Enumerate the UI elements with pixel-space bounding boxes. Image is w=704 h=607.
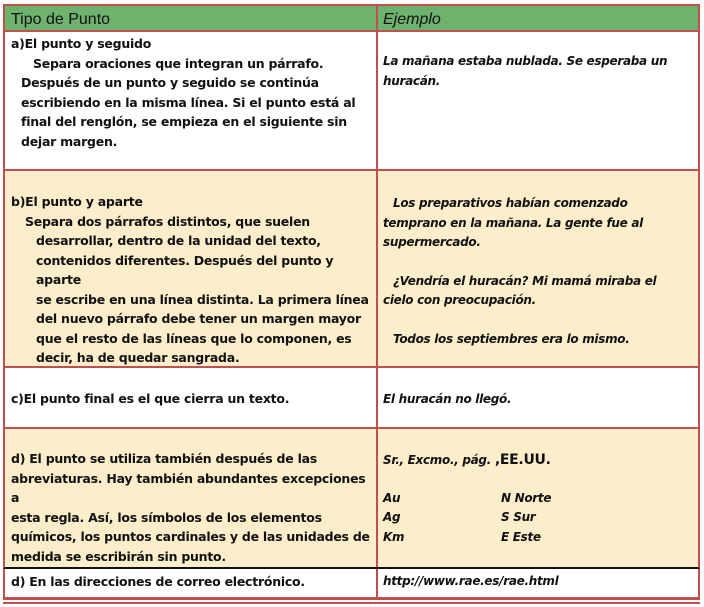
symbols-grid (383, 489, 698, 548)
table-bottom-border (3, 597, 700, 600)
rule-line: Separa dos párrafos distintos, que suelen (25, 213, 310, 229)
cardinal-point: S Sur (501, 510, 536, 524)
abbreviation-example (383, 451, 698, 471)
example-line: supermercado. (383, 235, 481, 249)
header-tipo-de-punto: Tipo de Punto (5, 6, 378, 30)
example-line: huracán. (383, 73, 441, 88)
example-line: temprano en la mañana. La gente fue al (383, 215, 643, 230)
rule-title: d) En las direcciones de correo electrónico. (11, 574, 305, 589)
table-row-punto-final (3, 368, 700, 429)
example-line: ¿Vendría el huracán? Mi mamá miraba el (393, 273, 657, 288)
rule-cell (5, 171, 378, 366)
cardinal-point: N Norte (501, 490, 552, 505)
example-url: http://www.rae.es/rae.html (383, 574, 559, 588)
rule-line: abreviaturas. Hay también abundantes excepciones a (11, 470, 366, 505)
rule-line: final del renglón, se empieza en el siguiente sin (21, 114, 347, 129)
table-header-row (3, 6, 700, 32)
rule-line: esta regla. Así, los símbolos de los elementos (11, 509, 322, 525)
rule-line: escribiendo en la misma línea. Si el punto está al (21, 94, 356, 110)
example-line: cielo con preocupación. (383, 293, 536, 307)
table-row-punto-aparte (3, 171, 700, 368)
table-row-punto-seguido (3, 32, 700, 171)
rule-line: Separa oraciones que integran un párrafo. (33, 55, 324, 71)
example-cell (378, 368, 698, 427)
unit-symbol: Km (383, 529, 405, 544)
example-line: El huracán no llegó. (383, 392, 512, 406)
rule-line: del nuevo párrafo debe tener un margen mayor (36, 311, 361, 326)
example-cell (378, 429, 698, 567)
table-bottom-border-outer (3, 602, 700, 604)
rule-cell (5, 569, 378, 597)
rule-cell (5, 429, 378, 567)
rule-line: contenidos diferentes. Después del punto y aparte (36, 252, 334, 287)
example-cell (378, 569, 698, 597)
cardinal-point: E Este (501, 529, 541, 544)
example-line: Todos los septiembres era lo mismo. (393, 331, 630, 346)
rule-line: decir, ha de quedar sangrada. (36, 350, 240, 365)
header-ejemplo: Ejemplo (383, 11, 441, 28)
rule-line: dejar margen. (21, 133, 118, 149)
rule-title: c)El punto final es el que cierra un texto. (11, 391, 290, 406)
rule-cell (5, 368, 378, 427)
example-line: La mañana estaba nublada. Se esperaba un (383, 54, 668, 68)
example-line: Los preparativos habían comenzado (393, 196, 628, 210)
rule-line: químicos, los puntos cardinales y de las unidades de (11, 529, 370, 544)
chemical-symbol: Au (383, 490, 401, 505)
abbreviation-eeuu: ,EE.UU. (494, 452, 551, 468)
table-row-abreviaturas (3, 429, 700, 569)
rule-title: a)El punto y seguido (11, 36, 152, 51)
chemical-symbol: Ag (383, 510, 401, 524)
rule-line: que el resto de las líneas que lo componen, es (36, 330, 352, 346)
rule-line: desarrollar, dentro de la unidad del texto, (36, 233, 321, 248)
table-row-correo (3, 569, 700, 597)
rule-cell (5, 32, 378, 169)
rule-title: b)El punto y aparte (11, 194, 143, 209)
abbreviation-list: Sr., Excmo., pág. (383, 453, 491, 467)
rule-line: se escribe en una línea distinta. La primera línea (36, 291, 369, 307)
rule-line: Después de un punto y seguido se continúa (21, 75, 319, 90)
rule-line: medida se escribirán sin punto. (11, 548, 226, 564)
example-cell (378, 32, 698, 169)
example-cell (378, 171, 698, 366)
rule-line: d) El punto se utiliza también después de las (11, 451, 317, 466)
